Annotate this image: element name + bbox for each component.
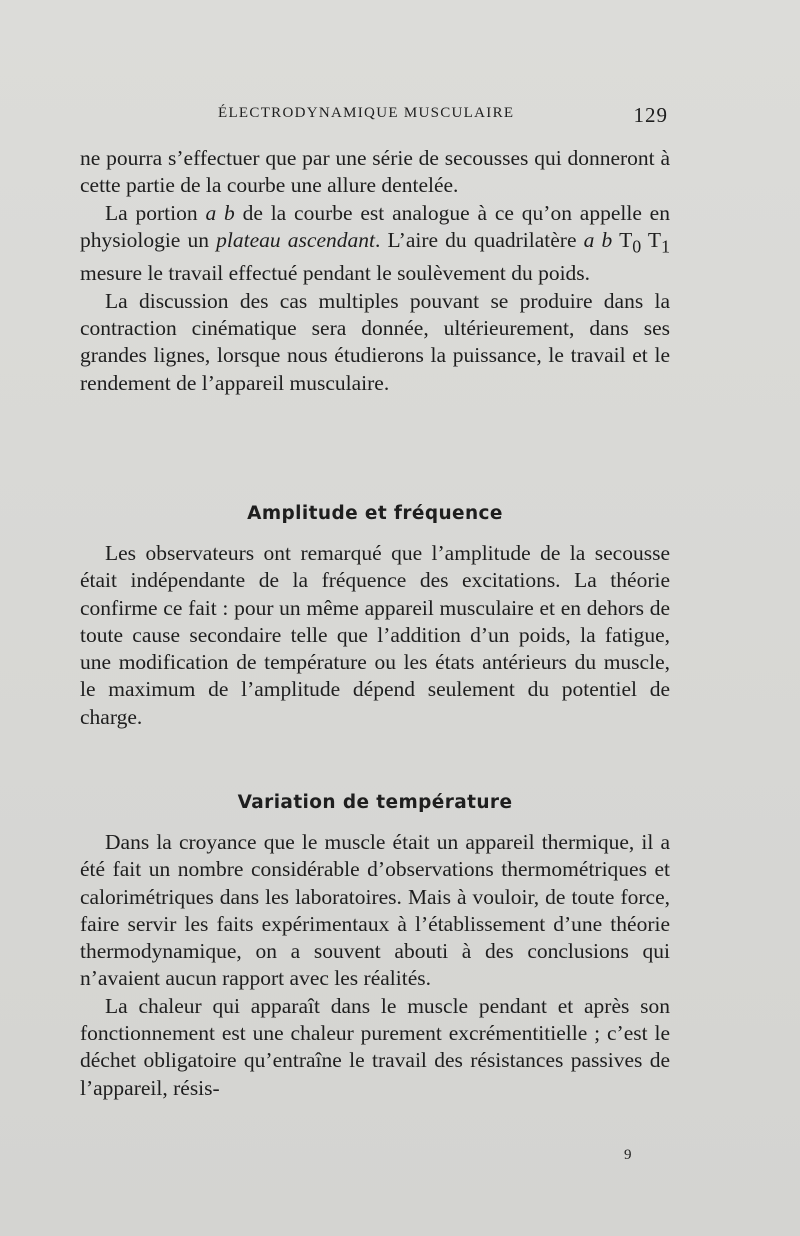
opening-text <box>80 145 670 397</box>
section-heading: Variation de température <box>237 792 513 813</box>
italic-term: a b <box>205 200 235 225</box>
paragraph: ne pourra s’effectuer que par une série de secousses qui donneront à cette partie de la courbe une allure dentelée. <box>80 146 670 198</box>
italic-term: a b <box>583 227 613 252</box>
paragraph: Les observateurs ont remarqué que l’amplitude de la secousse était indépendante de la fréquence des excitations. La théorie confirme ce fait : pour un même appareil musculaire et en dehors de toute cause secondaire telle que l’addition d’un poids, la fatigue, une modification de température ou les états antérieurs du muscle, le maximum de l’amplitude dépend seulement du potentiel de charge. <box>80 541 670 729</box>
section-heading: Amplitude et fréquence <box>247 503 503 524</box>
running-title: ÉLECTRODYNAMIQUE MUSCULAIRE <box>218 105 515 121</box>
subscript: 0 <box>632 236 642 257</box>
paragraph: La chaleur qui apparaît dans le muscle pendant et après son fonctionnement est une chaleur purement excrémentitielle ; c’est le déchet obligatoire qu’entraîne le travail des résistances passives de l’appareil, résis- <box>80 993 670 1100</box>
signature-mark: 9 <box>624 1147 632 1163</box>
section-text <box>80 540 670 731</box>
running-head <box>80 103 670 129</box>
page-number: 129 <box>633 103 668 127</box>
italic-term: plateau ascendant <box>216 227 375 252</box>
paragraph: La discussion des cas multiples pouvant se produire dans la contraction cinématique sera donnée, ultérieurement, dans ses grandes lignes, lorsque nous étudierons la puissance, le travail et le rendement de l’appareil musculaire. <box>80 288 670 395</box>
subscript: 1 <box>661 236 671 257</box>
paragraph: La portion a b de la courbe est analogue à ce qu’on appelle en physiologie un plateau ascendant. L’aire du quadrilatère a b $T_0$ $T_1$ mesure le travail effectué pendant le soulèvement du poids. <box>80 200 671 286</box>
paragraph: Dans la croyance que le muscle était un appareil thermique, il a été fait un nombre considérable d’observations thermométriques et calorimétriques dans les laboratoires. Mais à vouloir, de toute force, faire servir les faits expérimentaux à l’établissement d’une théorie thermodynamique, on a souvent abouti à des conclusions qui n’avaient aucun rapport avec les réalités. <box>80 830 670 991</box>
section-text <box>80 829 670 1102</box>
